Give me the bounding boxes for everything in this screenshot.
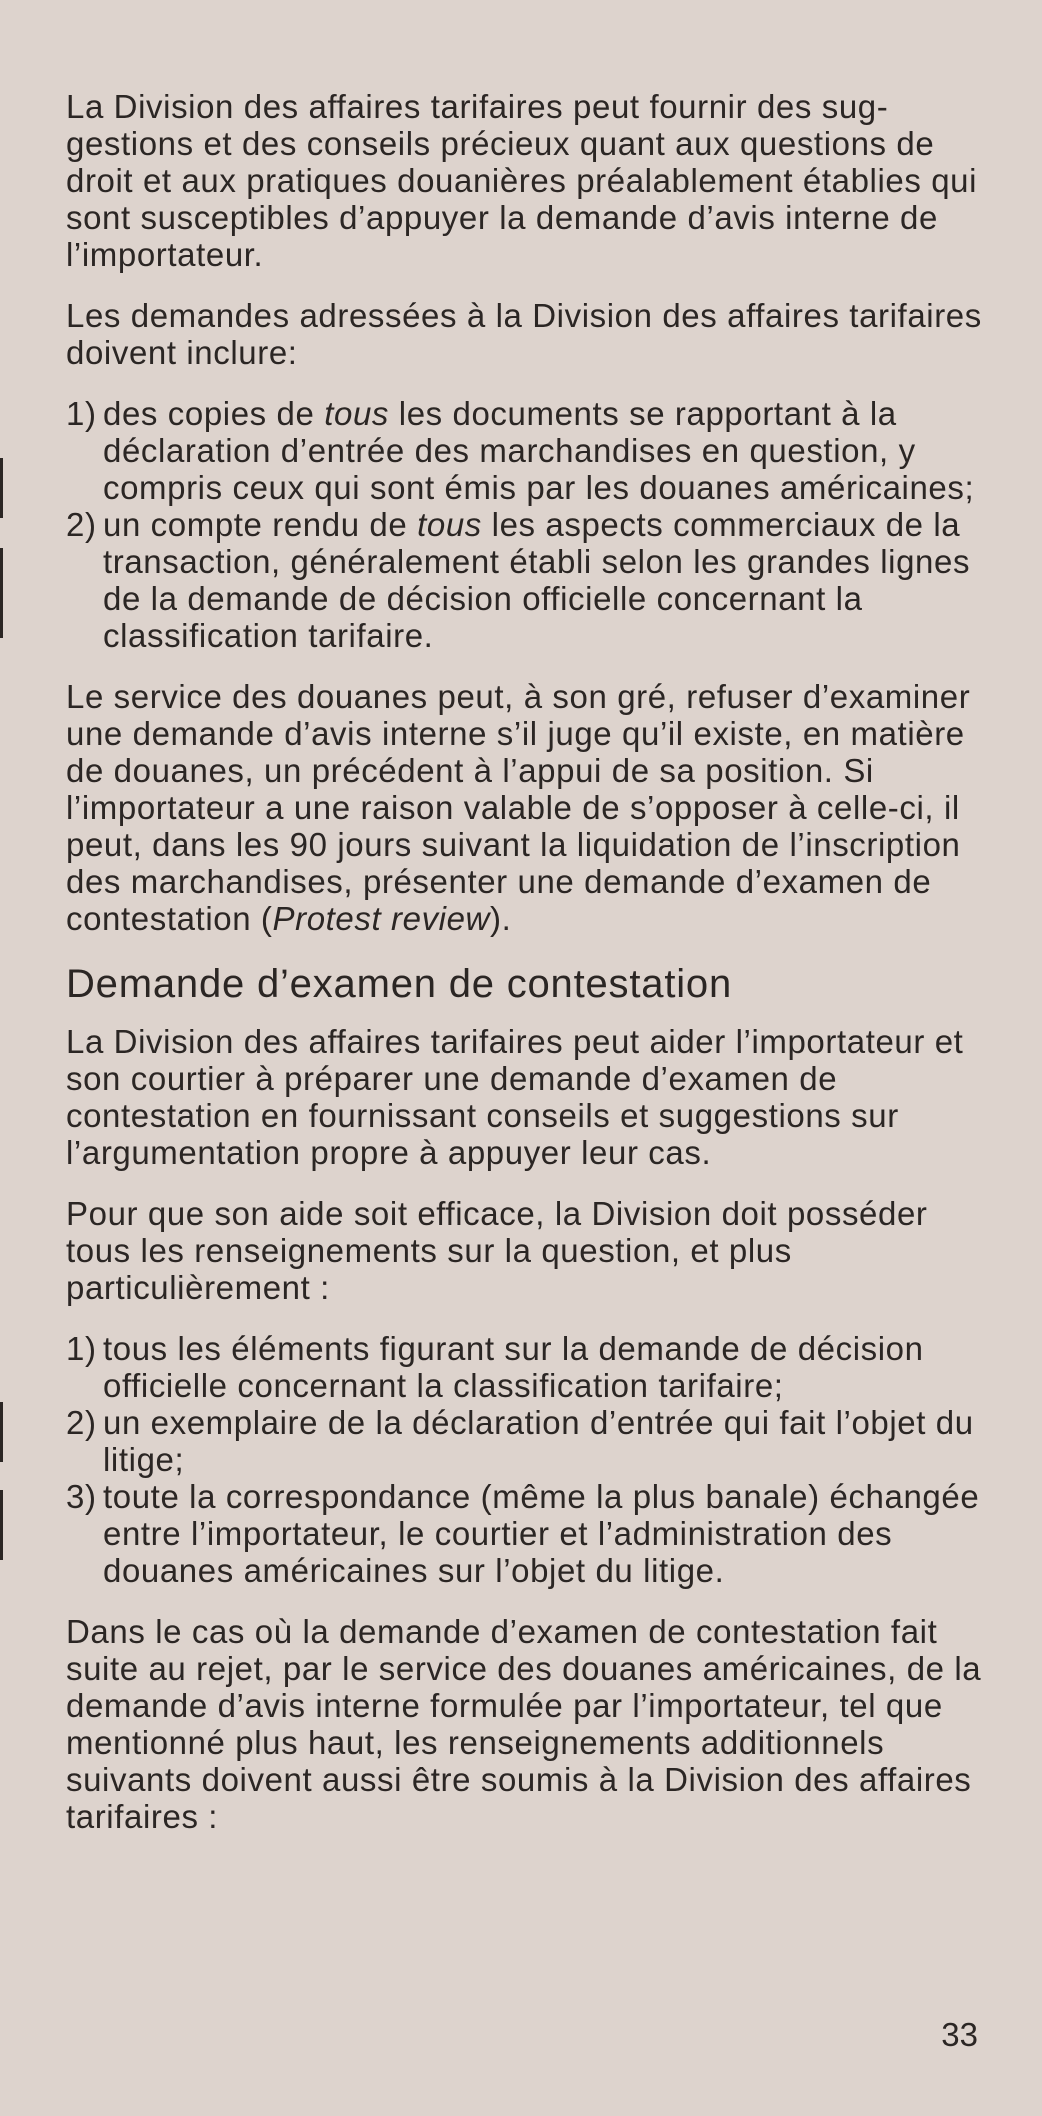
paragraph-emphasis: Protest review [272, 900, 490, 937]
list-item-number: 2) [66, 1404, 97, 1441]
list-item [66, 1478, 996, 1589]
requests-list [66, 395, 996, 654]
list-item-number: 2) [66, 506, 97, 543]
list-item [66, 395, 996, 506]
page-body [66, 88, 996, 1859]
refusal-paragraph [66, 678, 996, 937]
margin-mark [0, 1402, 3, 1462]
closing-paragraph: Dans le cas où la demande d’examen de contestation fait suite au rejet, par le service des douanes américaines, de la demande d’avis interne formulée par l’importateur, tel que mentionné plus haut, les renseignements additionnels suivants doivent aussi être soumis à la Division des affaires tarifaires : [66, 1613, 982, 1835]
section-intro-paragraph: La Division des affaires tarifaires peut aider l’importateur et son courtier à préparer une demande d’examen de contestation en fournissant conseils et suggestions sur l’argumentation propre à appuyer leur cas. [66, 1023, 964, 1171]
section-heading: Demande d’examen de contestation [66, 962, 733, 1006]
list-item [66, 1330, 996, 1404]
list-item-text: toute la correspondance (même la plus banale) échangée entre l’importateur, le courtier et l’administration des douanes américaines sur l’objet du litige. [103, 1478, 980, 1589]
list-item-text: les documents se rapportant à la déclaration d’entrée des marchandises en question, y compris ceux qui sont émis par les douanes américaines; [103, 395, 975, 506]
requests-intro-paragraph: Les demandes adressées à la Division des affaires tarifaires doivent inclure: [66, 297, 982, 371]
list-item-number: 1) [66, 395, 97, 432]
list-item-text: un compte rendu de [103, 506, 418, 543]
list-item-text: des copies de [103, 395, 325, 432]
list-item [66, 506, 996, 654]
efficacy-intro-paragraph: Pour que son aide soit efficace, la Division doit posséder tous les renseignements sur la question, et plus particulièrement : [66, 1195, 928, 1306]
intro-paragraph: La Division des affaires tarifaires peut fournir des suggestions et des conseils précieux quant aux questions de droit et aux pratiques douanières préalablement établies qui sont susceptibles d’appuyer la demande d’avis interne de l’importateur. [66, 88, 978, 273]
margin-mark [0, 458, 3, 518]
list-item-text: tous les éléments figurant sur la demande de décision officielle concernant la classification tarifaire; [103, 1330, 924, 1404]
list-item-number: 1) [66, 1330, 97, 1367]
list-item-emphasis: tous [324, 395, 389, 432]
efficacy-list [66, 1330, 996, 1589]
page-number: 33 [941, 2016, 978, 2053]
list-item [66, 1404, 996, 1478]
list-item-emphasis: tous [417, 506, 482, 543]
paragraph-text: ). [490, 900, 512, 937]
margin-mark [0, 1490, 3, 1560]
list-item-text: les aspects commerciaux de la transaction, généralement établi selon les grandes lignes de la demande de décision officielle concernant la classification tarifaire. [103, 506, 971, 654]
paragraph-text: Le service des douanes peut, à son gré, refuser d’examiner une demande d’avis interne s’il juge qu’il existe, en matière de douanes, un précédent à l’appui de sa position. Si l’importateur a une raison valable de s’opposer à celle-ci, il peut, dans les 90 jours suivant la liquidation de l’inscription des marchandises, présenter une demande d’examen de contestation ( [66, 678, 971, 937]
margin-mark [0, 548, 3, 638]
list-item-number: 3) [66, 1478, 97, 1515]
list-item-text: un exemplaire de la déclaration d’entrée qui fait l’objet du litige; [103, 1404, 974, 1478]
